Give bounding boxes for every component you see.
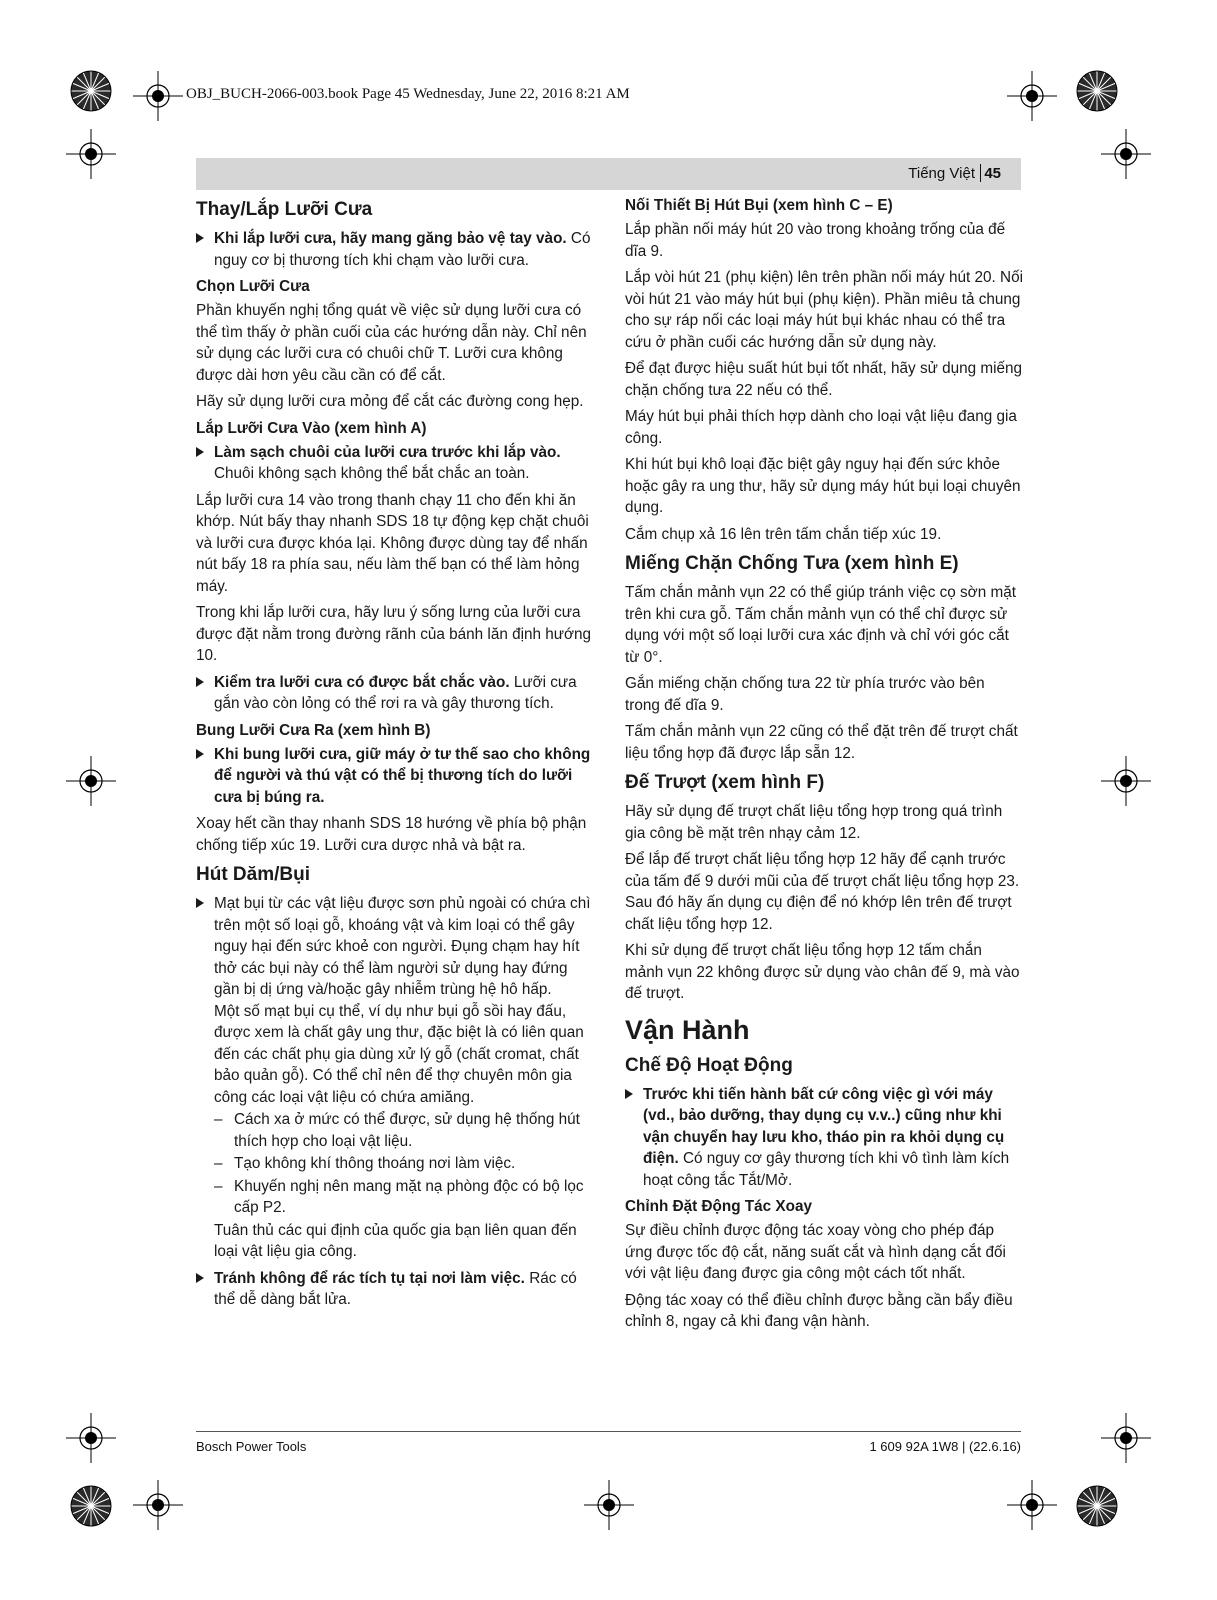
warning-text: Lưỡi cưa gắn vào còn lỏng có thể rơi ra và gây thương tích. — [214, 673, 577, 712]
heading-replace-blade: Thay/Lắp Lưỡi Cưa — [196, 199, 373, 220]
warning-remove-battery — [625, 1084, 1023, 1192]
heading-dust-extraction: Hút Dăm/Bụi — [196, 864, 310, 885]
page-number: 45 — [984, 165, 1001, 182]
paragraph: Tấm chắn mảnh vụn 22 cũng có thể đặt trên đế trượt chất liệu tổng hợp đã được lắp sẵn 12. — [625, 723, 1018, 762]
warning-text: Có nguy cơ bị thương tích khi chạm vào lưỡi cưa. — [214, 230, 591, 269]
paragraph: Một số mạt bụi cụ thể, ví dụ như bụi gỗ sồi hay đấu, được xem là chất gây ung thư, đặc biệt là có liên quan đến các chất phụ gia dùng xử lý gỗ (chất cromat, chất bảo quản gỗ). Có thể chỉ nên để thợ chuyên môn gia công các loại vật liệu có chứa amiăng. — [214, 1002, 584, 1106]
starburst-target-bottom-left — [70, 1485, 112, 1527]
footer-brand: Bosch Power Tools — [196, 1439, 307, 1454]
triangle-bullet-icon — [196, 1273, 204, 1283]
footer-code: 1 609 92A 1W8 | (22.6.16) — [869, 1439, 1021, 1454]
paragraph: Lắp vòi hút 21 (phụ kiện) lên trên phần nối máy hút 20. Nối vòi hút 21 vào máy hút bụi (phụ kiện). Phần miêu tả chung cho sự ráp nối các loại máy hút bụi khác nhau có thể tra cứu ở phần cuối các hướng dẫn sử dụng này. — [625, 269, 1023, 351]
warning-eject — [196, 744, 594, 809]
crosshair-mark-lower-left — [66, 1413, 116, 1463]
paragraph: Xoay hết cần thay nhanh SDS 18 hướng về phía bộ phận chống tiếp xúc 19. Lưỡi cưa dược nhả và bật ra. — [196, 815, 587, 854]
crosshair-mark-upper-right — [1101, 129, 1151, 179]
warning-dust — [196, 893, 594, 1001]
paragraph: Khi sử dụng đế trượt chất liệu tổng hợp 12 tấm chắn mảnh vụn 22 không được sử dụng vào chân đế 9, mà vào đế trượt. — [625, 942, 1020, 1002]
print-info-line: OBJ_BUCH-2066-003.book Page 45 Wednesday, June 22, 2016 8:21 AM — [186, 86, 630, 102]
paragraph: Gắn miếng chặn chống tưa 22 từ phía trước vào bên trong đế dĩa 9. — [625, 675, 985, 714]
paragraph: Để đạt được hiệu suất hút bụi tốt nhất, hãy sử dụng miếng chặn chống tưa 22 nếu có thể. — [625, 360, 1023, 399]
crosshair-mark-bottom-right — [1007, 1480, 1057, 1530]
warning-check-blade — [196, 672, 594, 715]
heading-operation: Vận Hành — [625, 1014, 750, 1045]
paragraph: Sự điều chỉnh được động tác xoay vòng cho phép đáp ứng được tốc độ cắt, năng suất cắt và hình dạng cắt đối với vật liệu đang được gia công một cách tốt nhất. — [625, 1222, 1006, 1282]
dash-item: – Cách xa ở mức có thể được, sử dụng hệ thống hút thích hợp cho loại vật liệu. — [214, 1111, 580, 1150]
paragraph: Hãy sử dụng lưỡi cưa mỏng để cắt các đường cong hẹp. — [196, 393, 584, 410]
starburst-target-bottom-right — [1076, 1485, 1118, 1527]
warning-debris — [196, 1268, 594, 1311]
warning-bold-text: Làm sạch chuôi của lưỡi cưa trước khi lắp vào. — [214, 443, 561, 461]
warning-bold-text: Trước khi tiến hành bất cứ công việc gì với máy (vd., bảo dưỡng, thay dụng cụ v.v..) cũng như khi vận chuyển hay lưu kho, tháo pin ra khỏi dụng cụ điện. — [643, 1085, 1005, 1167]
crosshair-mark-top-right — [1007, 71, 1057, 121]
paragraph: Tấm chắn mảnh vụn 22 có thể giúp tránh việc cọ sờn mặt trên khi cưa gỗ. Tấm chắn mảnh vụn có thể chỉ được sử dụng với một số loại lưỡi cưa xác định và chỉ với góc cắt từ 0°. — [625, 584, 1016, 666]
header-divider — [980, 164, 981, 182]
triangle-bullet-icon — [196, 898, 204, 908]
right-column — [625, 197, 1023, 1338]
triangle-bullet-icon — [196, 749, 204, 759]
heading-orbital-action: Chỉnh Đặt Động Tác Xoay — [625, 1198, 812, 1215]
warning-clean-shank — [196, 442, 594, 485]
crosshair-mark-lower-right — [1101, 1413, 1151, 1463]
starburst-target-top-left — [70, 70, 112, 112]
warning-text: Mạt bụi từ các vật liệu được sơn phủ ngoài có chứa chì trên một số loại gỗ, khoáng vật và kim loại có thể gây nguy hại đến sức khoẻ con người. Đụng chạm hay hít thở các bụi này có thể làm người sử dụng hay đứng gần bị dị ứng và/hoặc gây nhiễm trùng hệ hô hấp. — [214, 895, 591, 998]
heading-splinter-guard: Miếng Chặn Chống Tưa (xem hình E) — [625, 553, 959, 574]
dash-item: – Tạo không khí thông thoáng nơi làm việc. — [214, 1155, 516, 1172]
crosshair-mark-bottom-left — [133, 1480, 183, 1530]
warning-bold-text: Kiểm tra lưỡi cưa có được bắt chắc vào. — [214, 673, 510, 691]
paragraph: Để lắp đế trượt chất liệu tổng hợp 12 hãy để cạnh trước của tấm đế 9 dưới mũi của đế trượt chất liệu tổng hợp 23. Sau đó hãy ấn dụng cụ điện để nó khớp lên trên đế trượt chất liệu tổng hợp 12. — [625, 851, 1020, 933]
crosshair-mark-upper-left — [66, 129, 116, 179]
warning-text: Rác có thể dễ dàng bắt lửa. — [214, 1269, 577, 1308]
triangle-bullet-icon — [196, 233, 204, 243]
paragraph: Động tác xoay có thể điều chỉnh được bằng cần bẩy điều chỉnh 8, ngay cả khi đang vận hành. — [625, 1291, 1013, 1330]
dash-item: – Khuyến nghị nên mang mặt nạ phòng độc có bộ lọc cấp P2. — [214, 1177, 584, 1216]
warning-bold-text: Khi bung lưỡi cưa, giữ máy ở tư thế sao cho không để người và thú vật có thể bị thương tích do lưỡi cưa bị búng ra. — [214, 745, 591, 806]
paragraph: Lắp lưỡi cưa 14 vào trong thanh chạy 11 cho đến khi ăn khớp. Nút bấy thay nhanh SDS 18 tự động kẹp chặt chuôi và lưỡi cưa được khóa lại. Không được dùng tay để nhấn nút bấy 18 ra phía sau, nếu làm thế bạn có thể làm hỏng máy. — [196, 491, 589, 595]
heading-eject-blade: Bung Lưỡi Cưa Ra (xem hình B) — [196, 721, 431, 739]
paragraph: Lắp phần nối máy hút 20 vào trong khoảng trống của đế dĩa 9. — [625, 221, 1006, 260]
triangle-bullet-icon — [196, 447, 204, 457]
header-language: Tiếng Việt — [908, 165, 975, 182]
paragraph: Cắm chụp xả 16 lên trên tấm chắn tiếp xúc 19. — [625, 525, 942, 543]
heading-connect-dust: Nối Thiết Bị Hút Bụi (xem hình C – E) — [625, 197, 893, 214]
crosshair-mark-bottom-center — [584, 1480, 634, 1530]
triangle-bullet-icon — [625, 1089, 633, 1099]
page-header-bar — [196, 158, 1021, 190]
heading-operating-modes: Chế Độ Hoạt Động — [625, 1054, 793, 1076]
paragraph: Hãy sử dụng đế trượt chất liệu tổng hợp trong quá trình gia công bề mặt trên nhạy cảm 12. — [625, 803, 1003, 842]
paragraph: Khi hút bụi khô loại đặc biệt gây nguy hại đến sức khỏe hoặc gây ra ung thư, hãy sử dụng máy hút bụi loại chuyên dụng. — [625, 456, 1021, 516]
crosshair-mark-mid-left — [66, 756, 116, 806]
left-column — [196, 197, 594, 1316]
warning-bold-text: Tránh không để rác tích tụ tại nơi làm việc. — [214, 1269, 525, 1287]
triangle-bullet-icon — [196, 677, 204, 687]
paragraph: Trong khi lắp lưỡi cưa, hãy lưu ý sống lưng của lưỡi cưa được đặt nằm trong đường rãnh của bánh lăn định hướng 10. — [196, 604, 592, 664]
footer-rule — [196, 1431, 1021, 1432]
paragraph: Máy hút bụi phải thích hợp dành cho loại vật liệu đang gia công. — [625, 408, 1017, 447]
crosshair-mark-top-left — [133, 71, 183, 121]
warning-text: Chuôi không sạch không thể bắt chắc an toàn. — [214, 465, 530, 482]
paragraph: Phần khuyến nghị tổng quát về việc sử dụng lưỡi cưa có thể tìm thấy ở phần cuối của các hướng dẫn này. Chỉ nên sử dụng các lưỡi cưa có chuôi chữ T. Lưỡi cưa không được dài hơn yêu cầu cần có để cắt. — [196, 302, 587, 384]
heading-glide-shoe: Đế Trượt (xem hình F) — [625, 772, 825, 793]
crosshair-mark-mid-right — [1101, 756, 1151, 806]
paragraph: Tuân thủ các qui định của quốc gia bạn liên quan đến loại vật liệu gia công. — [214, 1221, 577, 1260]
heading-insert-blade: Lắp Lưỡi Cưa Vào (xem hình A) — [196, 419, 427, 437]
heading-select-blade: Chọn Lưỡi Cưa — [196, 278, 310, 295]
warning-bold-text: Khi lắp lưỡi cưa, hãy mang găng bảo vệ tay vào. — [214, 230, 567, 247]
warning-gloves — [196, 228, 594, 271]
warning-text: Có nguy cơ gây thương tích khi vô tình làm kích hoạt công tắc Tắt/Mở. — [643, 1150, 1010, 1189]
starburst-target-top-right — [1076, 70, 1118, 112]
